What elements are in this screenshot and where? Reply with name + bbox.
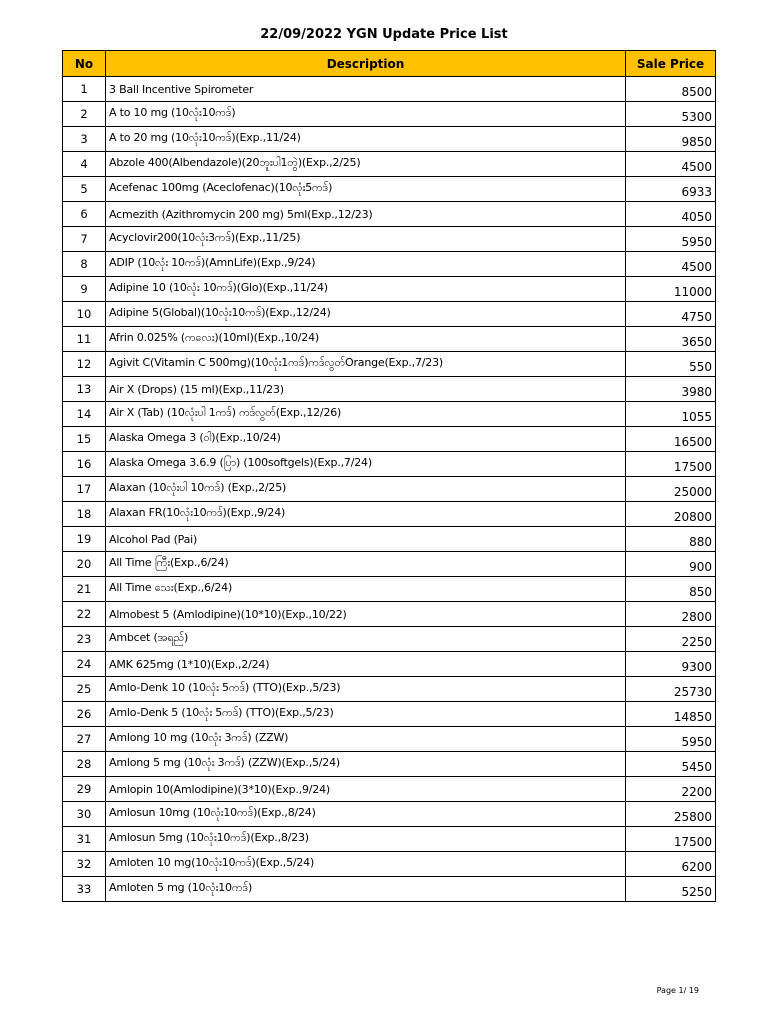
row-number: 30 [63,802,106,827]
row-sale-price: 2800 [626,602,716,627]
row-description: Amlo-Denk 5 (10လုံး 5ကဒ်) (TTO)(Exp.,5/23) [106,702,626,727]
table-header-row [63,51,716,77]
table-row [63,427,716,452]
row-number: 12 [63,352,106,377]
table-row [63,577,716,602]
row-description: Almobest 5 (Amlodipine)(10*10)(Exp.,10/22) [106,602,626,627]
row-number: 33 [63,877,106,902]
row-description: Adipine 10 (10လုံး 10ကဒ်)(Glo)(Exp.,11/24) [106,277,626,302]
row-number: 18 [63,502,106,527]
row-number: 4 [63,152,106,177]
table-row [63,452,716,477]
row-description: Acyclovir200(10လုံး3ကဒ်)(Exp.,11/25) [106,227,626,252]
table-row [63,77,716,102]
table-row [63,277,716,302]
row-number: 20 [63,552,106,577]
row-sale-price: 4500 [626,152,716,177]
row-number: 6 [63,202,106,227]
row-description: Alaska Omega 3 (ဝါ)(Exp.,10/24) [106,427,626,452]
row-sale-price: 4500 [626,252,716,277]
row-number: 22 [63,602,106,627]
table-row [63,177,716,202]
row-description: A to 10 mg (10လုံး10ကဒ်) [106,102,626,127]
table-row [63,302,716,327]
row-description: Agivit C(Vitamin C 500mg)(10လုံး1ကဒ်)ကဒ်လွတ်Orange(Exp.,7/23) [106,352,626,377]
table-row [63,402,716,427]
row-sale-price: 4750 [626,302,716,327]
row-description: Amlosun 5mg (10လုံး10ကဒ်)(Exp.,8/23) [106,827,626,852]
row-description: Amlong 10 mg (10လုံး 3ကဒ်) (ZZW) [106,727,626,752]
row-sale-price: 6200 [626,852,716,877]
row-sale-price: 5300 [626,102,716,127]
row-sale-price: 17500 [626,452,716,477]
row-description: Alaxan FR(10လုံး10ကဒ်)(Exp.,9/24) [106,502,626,527]
row-number: 1 [63,77,106,102]
table-row [63,827,716,852]
row-sale-price: 1055 [626,402,716,427]
row-sale-price: 3980 [626,377,716,402]
table-row [63,202,716,227]
row-sale-price: 8500 [626,77,716,102]
row-sale-price: 5950 [626,727,716,752]
price-list-table [62,50,716,902]
row-description: AMK 625mg (1*10)(Exp.,2/24) [106,652,626,677]
row-number: 16 [63,452,106,477]
row-number: 11 [63,327,106,352]
header-sale-price: Sale Price [626,51,716,77]
table-row [63,502,716,527]
row-sale-price: 5450 [626,752,716,777]
page-number: Page 1/ 19 [656,986,699,995]
table-row [63,477,716,502]
row-sale-price: 14850 [626,702,716,727]
row-sale-price: 3650 [626,327,716,352]
row-sale-price: 4050 [626,202,716,227]
table-row [63,627,716,652]
row-sale-price: 550 [626,352,716,377]
row-description: Adipine 5(Global)(10လုံး10ကဒ်)(Exp.,12/24) [106,302,626,327]
row-number: 24 [63,652,106,677]
row-number: 10 [63,302,106,327]
table-row [63,777,716,802]
row-description: Amlo-Denk 10 (10လုံး 5ကဒ်) (TTO)(Exp.,5/23) [106,677,626,702]
row-description: Amlopin 10(Amlodipine)(3*10)(Exp.,9/24) [106,777,626,802]
table-row [63,227,716,252]
row-description: A to 20 mg (10လုံး10ကဒ်)(Exp.,11/24) [106,127,626,152]
table-row [63,702,716,727]
row-sale-price: 9850 [626,127,716,152]
row-number: 3 [63,127,106,152]
row-description: Alaska Omega 3.6.9 (ပြာ) (100softgels)(Exp.,7/24) [106,452,626,477]
row-number: 19 [63,527,106,552]
table-row [63,352,716,377]
row-number: 13 [63,377,106,402]
row-number: 7 [63,227,106,252]
table-row [63,252,716,277]
row-sale-price: 5950 [626,227,716,252]
row-description: Ambcet (အရည်) [106,627,626,652]
row-number: 14 [63,402,106,427]
row-description: Abzole 400(Albendazole)(20ဘူးပါ1တွဲ)(Exp.,2/25) [106,152,626,177]
row-sale-price: 16500 [626,427,716,452]
row-number: 9 [63,277,106,302]
row-number: 31 [63,827,106,852]
row-sale-price: 25800 [626,802,716,827]
table-row [63,327,716,352]
row-description: All Time သေး(Exp.,6/24) [106,577,626,602]
row-description: 3 Ball Incentive Spirometer [106,77,626,102]
row-description: Amloten 5 mg (10လုံး10ကဒ်) [106,877,626,902]
row-number: 26 [63,702,106,727]
page-title: 22/09/2022 YGN Update Price List [260,27,508,42]
row-description: All Time ကြီး(Exp.,6/24) [106,552,626,577]
row-description: Air X (Tab) (10လုံးပါ 1ကဒ်) ကဒ်လွတ်(Exp.,12/26) [106,402,626,427]
header-description: Description [106,51,626,77]
row-number: 8 [63,252,106,277]
table-row [63,102,716,127]
row-sale-price: 25000 [626,477,716,502]
row-number: 21 [63,577,106,602]
row-number: 27 [63,727,106,752]
row-number: 29 [63,777,106,802]
row-number: 15 [63,427,106,452]
row-number: 28 [63,752,106,777]
row-number: 25 [63,677,106,702]
table-row [63,377,716,402]
row-sale-price: 25730 [626,677,716,702]
row-description: Air X (Drops) (15 ml)(Exp.,11/23) [106,377,626,402]
row-sale-price: 2250 [626,627,716,652]
table-row [63,727,716,752]
row-description: Alaxan (10လုံးပါ 10ကဒ်) (Exp.,2/25) [106,477,626,502]
table-row [63,552,716,577]
table-row [63,752,716,777]
row-description: Amlong 5 mg (10လုံး 3ကဒ်) (ZZW)(Exp.,5/24) [106,752,626,777]
row-sale-price: 6933 [626,177,716,202]
row-description: ADIP (10လုံး 10ကဒ်)(AmnLife)(Exp.,9/24) [106,252,626,277]
row-number: 5 [63,177,106,202]
table-row [63,127,716,152]
row-description: Afrin 0.025% (ကလေး)(10ml)(Exp.,10/24) [106,327,626,352]
row-description: Acmezith (Azithromycin 200 mg) 5ml(Exp.,12/23) [106,202,626,227]
table-body [63,77,716,902]
table-row [63,602,716,627]
table-row [63,527,716,552]
row-number: 23 [63,627,106,652]
row-description: Alcohol Pad (Pai) [106,527,626,552]
table-row [63,802,716,827]
row-sale-price: 11000 [626,277,716,302]
row-number: 17 [63,477,106,502]
row-number: 2 [63,102,106,127]
row-number: 32 [63,852,106,877]
row-sale-price: 20800 [626,502,716,527]
header-no: No [63,51,106,77]
table-row [63,877,716,902]
row-sale-price: 17500 [626,827,716,852]
row-description: Acefenac 100mg (Aceclofenac)(10လုံး5ကဒ်) [106,177,626,202]
row-sale-price: 2200 [626,777,716,802]
table-row [63,677,716,702]
row-sale-price: 9300 [626,652,716,677]
table-row [63,852,716,877]
table-row [63,652,716,677]
table-row [63,152,716,177]
row-description: Amlosun 10mg (10လုံး10ကဒ်)(Exp.,8/24) [106,802,626,827]
row-description: Amloten 10 mg(10လုံး10ကဒ်)(Exp.,5/24) [106,852,626,877]
row-sale-price: 900 [626,552,716,577]
row-sale-price: 5250 [626,877,716,902]
row-sale-price: 850 [626,577,716,602]
row-sale-price: 880 [626,527,716,552]
